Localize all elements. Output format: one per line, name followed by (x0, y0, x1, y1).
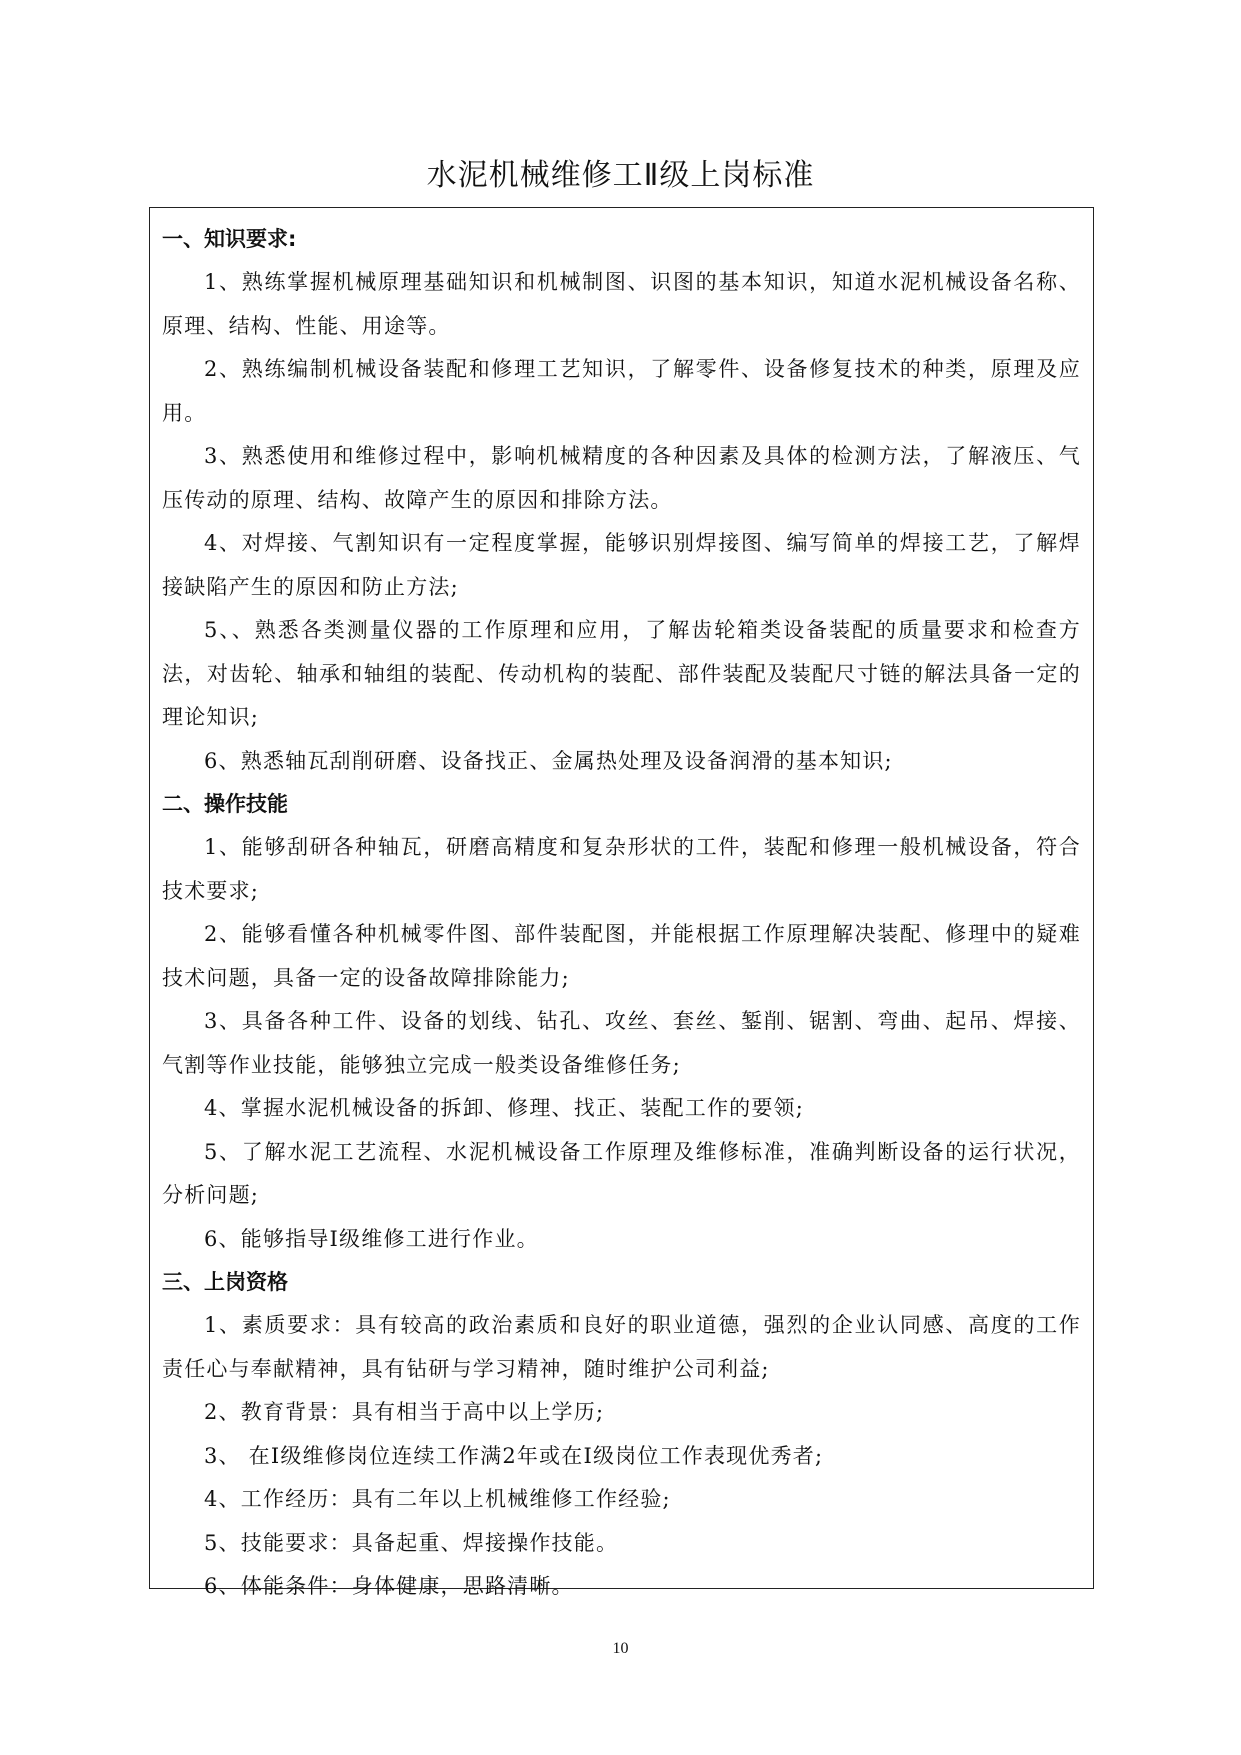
document-title: 水泥机械维修工Ⅱ级上岗标准 (426, 158, 815, 193)
list-item: 2、熟练编制机械设备装配和修理工艺知识，了解零件、设备修复技术的种类，原理及应用。 (162, 357, 1081, 425)
list-item: 6、熟悉轴瓦刮削研磨、设备找正、金属热处理及设备润滑的基本知识; (204, 748, 893, 773)
list-item: 2、教育背景：具有相当于高中以上学历; (204, 1400, 605, 1424)
list-item: 3、具备各种工件、设备的划线、钻孔、攻丝、套丝、錾削、锯割、弯曲、起吊、焊接、气割等作业技能，能够独立完成一般类设备维修任务; (162, 1009, 1081, 1077)
section-knowledge (162, 218, 1081, 783)
list-item: 1、能够刮研各种轴瓦，研磨高精度和复杂形状的工件，装配和修理一般机械设备，符合技术要求; (162, 835, 1081, 903)
list-item: 1、素质要求：具有较高的政治素质和良好的职业道德，强烈的企业认同感、高度的工作责任心与奉献精神，具有钻研与学习精神，随时维护公司利益; (162, 1313, 1081, 1381)
list-item: 4、工作经历：具有二年以上机械维修工作经验; (204, 1487, 671, 1511)
list-item: 6、体能条件：身体健康，思路清晰。 (204, 1574, 574, 1598)
standards-table-cell (149, 207, 1094, 1598)
list-item: 4、掌握水泥机械设备的拆卸、修理、找正、装配工作的要领; (204, 1096, 805, 1120)
section-heading: 三、上岗资格 (162, 1270, 288, 1294)
list-item: 6、能够指导Ⅰ级维修工进行作业。 (204, 1226, 539, 1251)
list-item: 5、了解水泥工艺流程、水泥机械设备工作原理及维修标准，准确判断设备的运行状况，分析问题; (162, 1139, 1081, 1207)
page-number: 10 (612, 1640, 629, 1657)
section-qualifications (162, 1261, 1081, 1609)
list-item: 4、对焊接、气割知识有一定程度掌握，能够识别焊接图、编写简单的焊接工艺，了解焊接缺陷产生的原因和防止方法; (162, 531, 1081, 599)
list-item: 3、熟悉使用和维修过程中，影响机械精度的各种因素及具体的检测方法，了解液压、气压传动的原理、结构、故障产生的原因和排除方法。 (162, 444, 1081, 512)
section-skills (162, 783, 1081, 1261)
list-item: 2、能够看懂各种机械零件图、部件装配图，并能根据工作原理解决装配、修理中的疑难技术问题，具备一定的设备故障排除能力; (162, 922, 1081, 990)
list-item: 5、、熟悉各类测量仪器的工作原理和应用，了解齿轮箱类设备装配的质量要求和检查方法，对齿轮、轴承和轴组的装配、传动机构的装配、部件装配及装配尺寸链的解法具备一定的理论知识; (162, 618, 1081, 729)
list-item: 1、熟练掌握机械原理基础知识和机械制图、识图的基本知识，知道水泥机械设备名称、原理、结构、性能、用途等。 (162, 270, 1081, 338)
list-item: 5、技能要求：具备起重、焊接操作技能。 (204, 1530, 619, 1555)
list-item: 3、 在Ⅰ级维修岗位连续工作满2年或在Ⅰ级岗位工作表现优秀者; (204, 1443, 824, 1468)
section-heading: 一、知识要求: (162, 227, 297, 251)
section-heading: 二、操作技能 (162, 792, 288, 816)
